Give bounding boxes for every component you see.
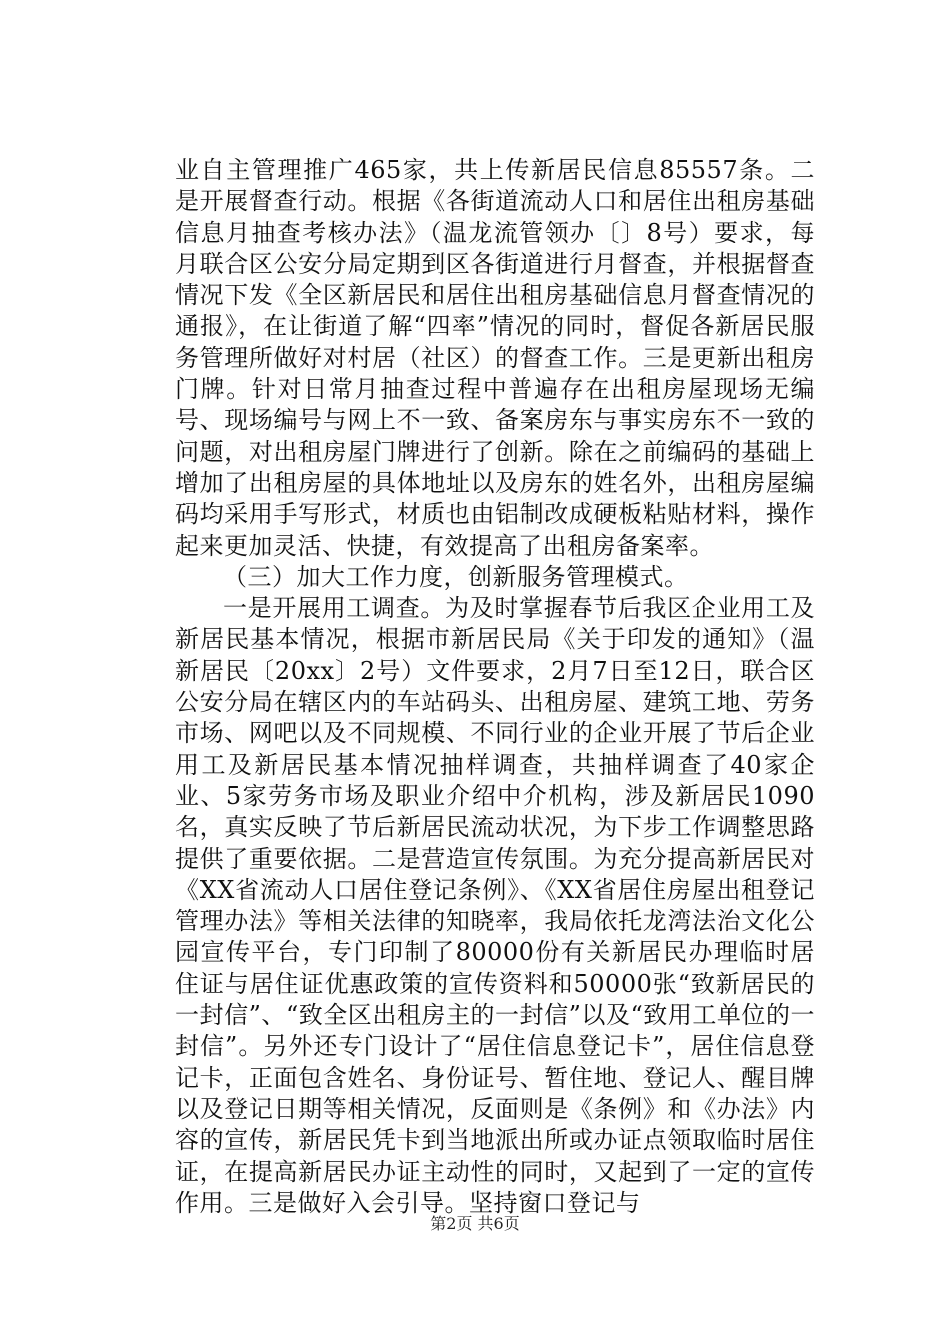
section-heading: （三）加大工作力度，创新服务管理模式。 [223, 562, 689, 591]
paragraph-body: 一是开展用工调查。为及时掌握春节后我区企业用工及新居民基本情况，根据市新居民局《关于印发的通知》（温新居民〔20xx〕2号）文件要求，2月7日至12日，联合区公安分局在辖区内的车站码头、出租房屋、建筑工地、劳务市场、网吧以及不同规模、不同行业的企业开展了节后企业用工及新居民基本情况抽样调查，共抽样调查了40家企业、5家劳务市场及职业介绍中介机构，涉及新居民1090名，真实反映了节后新居民流动状况，为下步工作调整思路提供了重要依据。二是营造宣传氛围。为充分提高新居民对《XX省流动人口居住登记条例》、《XX省居住房屋出租登记管理办法》等相关法律的知晓率，我局依托龙湾法治文化公园宣传平台，专门印制了80000份有关新居民办理临时居住证与居住证优惠政策的宣传资料和50000张“致新居民的一封信”、“致全区出租房主的一封信”以及“致用工单位的一封信”。另外还专门设计了“居住信息登记卡”，居住信息登记卡，正面包含姓名、身份证号、暂住地、登记人、醒目牌以及登记日期等相关情况，反面则是《条例》和《办法》内容的宣传，新居民凭卡到当地派出所或办证点领取临时居住证，在提高新居民办证主动性的同时，又起到了一定的宣传作用。三是做好入会引导。坚持窗口登记与 [175, 594, 815, 1217]
document-body [175, 155, 815, 1219]
paragraph-continuation: 业自主管理推广465家，共上传新居民信息85557条。二是开展督查行动。根据《各街道流动人口和居住出租房基础信息月抽查考核办法》（温龙流管领办〔〕8号）要求，每月联合区公安分局定期到区各街道进行月督查，并根据督查情况下发《全区新居民和居住出租房基础信息月督查情况的通报》，在让街道了解“四率”情况的同时，督促各新居民服务管理所做好对村居（社区）的督查工作。三是更新出租房门牌。针对日常月抽查过程中普遍存在出租房屋现场无编号、现场编号与网上不一致、备案房东与事实房东不一致的问题，对出租房屋门牌进行了创新。除在之前编码的基础上增加了出租房屋的具体地址以及房东的姓名外，出租房屋编码均采用手写形式，材质也由铝制改成硬板粘贴材料，操作起来更加灵活、快捷，有效提高了出租房备案率。 [175, 156, 815, 560]
page-footer: 第2页 共6页 [430, 1214, 520, 1233]
